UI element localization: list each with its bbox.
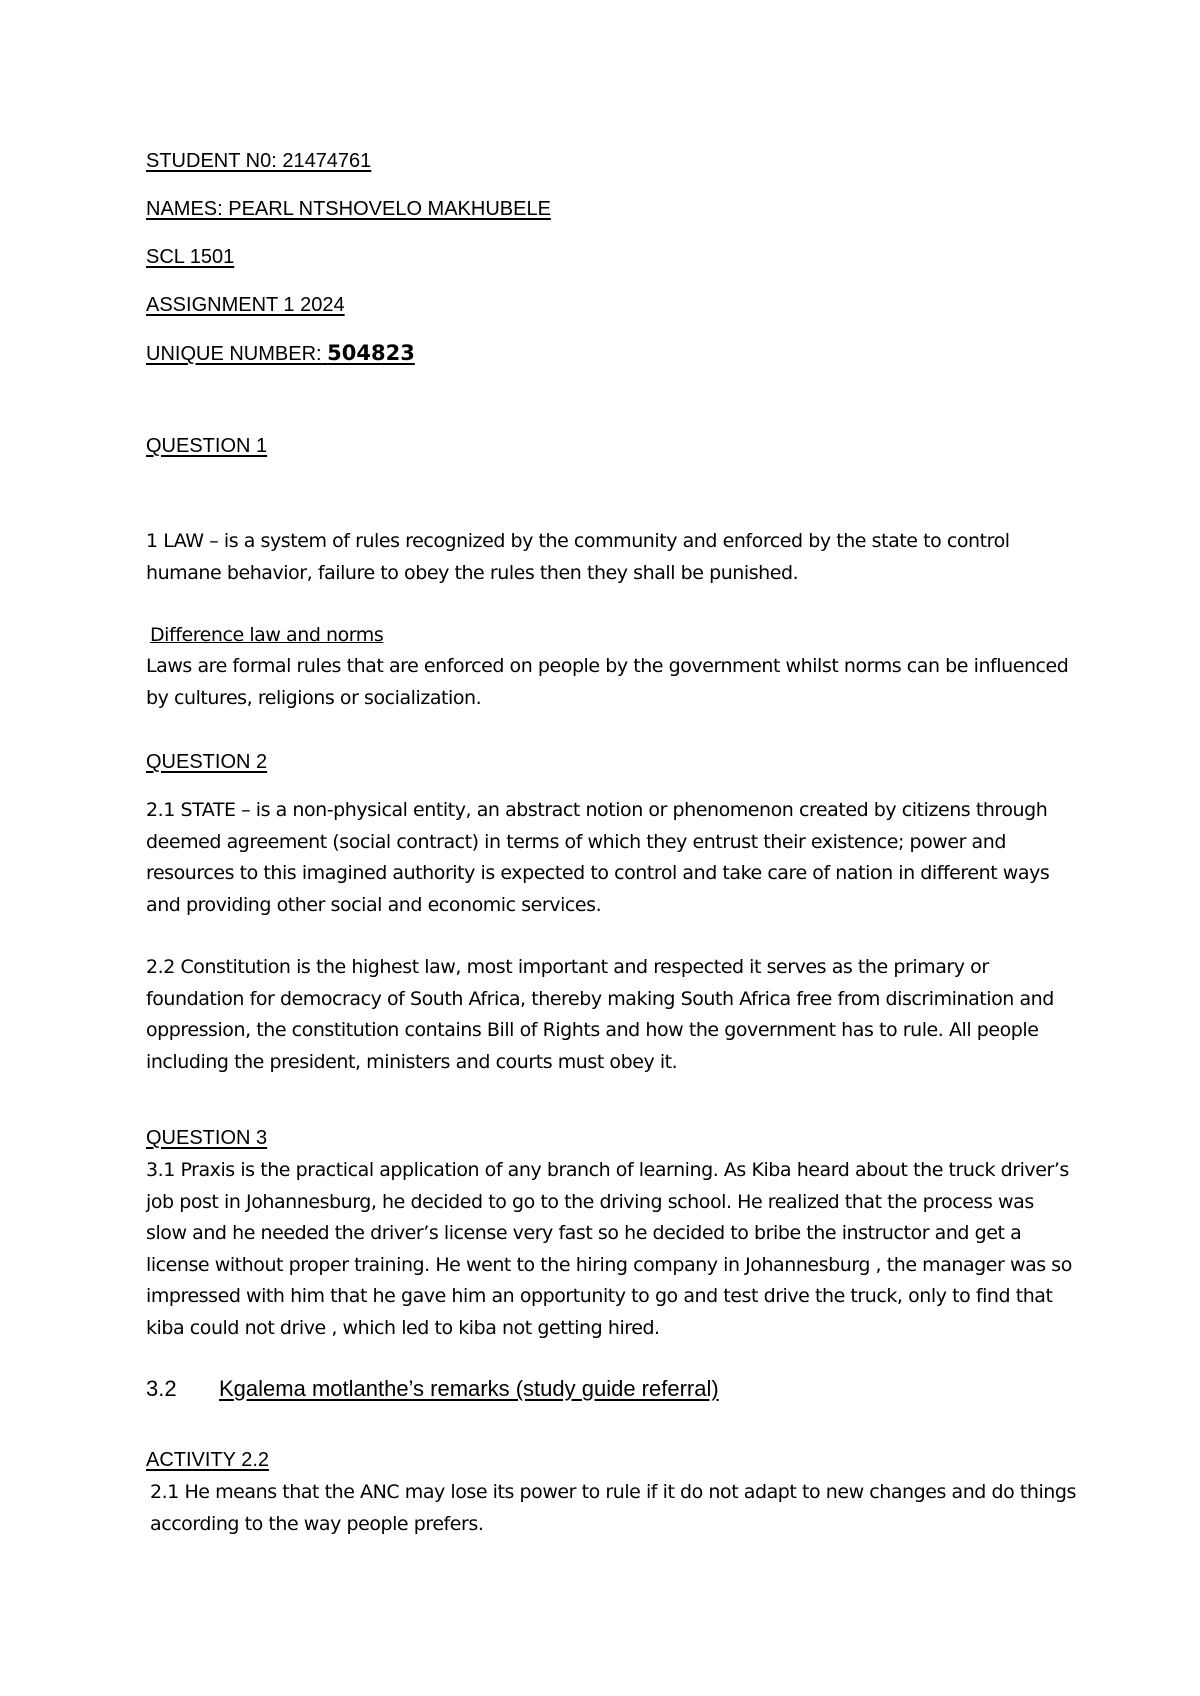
question-2-2-answer: 2.2 Constitution is the highest law, most important and respected it serves as the primary or foundation for democracy of South Africa, thereby making South Africa free from discrimination and oppression, the constitution contains Bill of Rights and how the government has to rule. All people including the president, ministers and courts must obey it. <box>146 956 1054 1073</box>
question-1-heading: QUESTION 1 <box>146 435 268 457</box>
section-3-2-heading <box>146 1376 719 1402</box>
section-3-2-number: 3.2 <box>146 1376 177 1401</box>
student-names: NAMES: PEARL NTSHOVELO MAKHUBELE <box>146 198 551 220</box>
activity-2-1-answer: 2.1 He means that the ANC may lose its power to rule if it do not adapt to new changes and do things according to the way people prefers. <box>150 1481 1076 1535</box>
section-3-2-title: Kgalema motlanthe’s remarks (study guide referral) <box>219 1376 719 1401</box>
question-1-answer: 1 LAW – is a system of rules recognized by the community and enforced by the state to control humane behavior, failure to obey the rules then they shall be punished. <box>146 530 1010 584</box>
question-3-heading: QUESTION 3 <box>146 1127 268 1149</box>
unique-number-label: UNIQUE NUMBER: <box>146 343 322 365</box>
student-number: STUDENT N0: 21474761 <box>146 150 372 172</box>
unique-number-line <box>146 341 415 366</box>
question-3-1-answer: 3.1 Praxis is the practical application of any branch of learning. As Kiba heard about the truck driver’s job post in Johannesburg, he decided to go to the driving school. He realized that the process was slow and he needed the driver’s license very fast so he decided to bribe the instructor and get a license without proper training. He went to the hiring company in Johannesburg , the manager was so impressed with him that he gave him an opportunity to go and test drive the truck, only to find that kiba could not drive , which led to kiba not getting hired. <box>146 1159 1072 1339</box>
unique-number-value: 504823 <box>327 341 415 365</box>
module-code: SCL 1501 <box>146 246 235 268</box>
activity-2-2-heading: ACTIVITY 2.2 <box>146 1449 270 1471</box>
question-2-1-answer: 2.1 STATE – is a non-physical entity, an abstract notion or phenomenon created by citizens through deemed agreement (social contract) in terms of which they entrust their existence; power and resources to this imagined authority is expected to control and take care of nation in different ways and providing other social and economic services. <box>146 799 1050 916</box>
assignment-title: ASSIGNMENT 1 2024 <box>146 294 345 316</box>
difference-subheading: Difference law and norms <box>150 624 384 646</box>
difference-answer: Laws are formal rules that are enforced on people by the government whilst norms can be influenced by cultures, religions or socialization. <box>146 655 1069 709</box>
question-2-heading: QUESTION 2 <box>146 751 268 773</box>
